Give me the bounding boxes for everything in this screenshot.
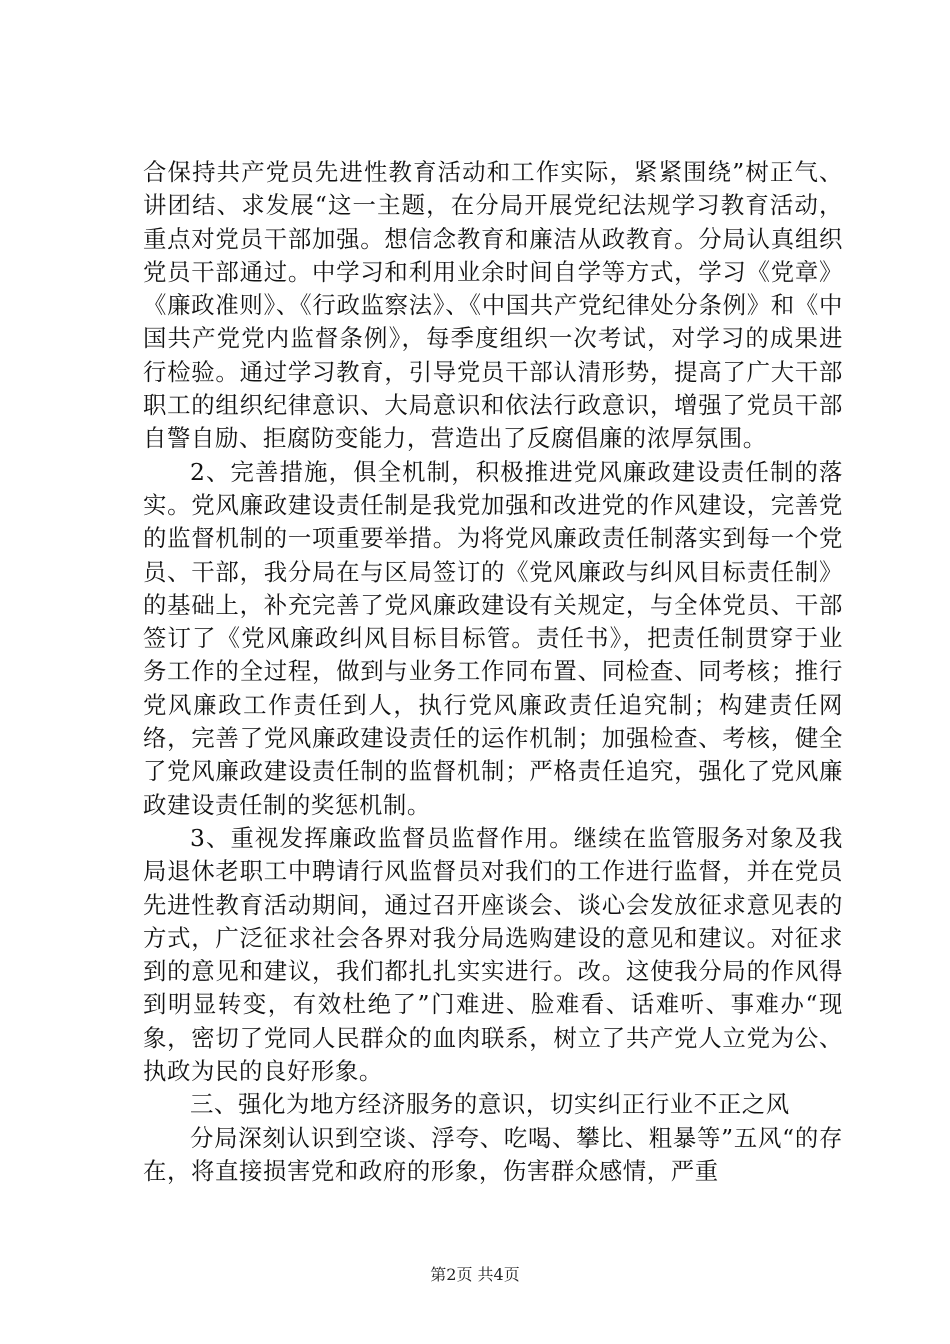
section-heading: 三、强化为地方经济服务的意识，切实纠正行业不正之风 <box>190 1090 790 1119</box>
paragraph-3: 3、重视发挥廉政监督员监督作用。继续在监管服务对象及我局退休老职工中聘请行风监督员对我们的工作进行监督，并在党员先进性教育活动期间，通过召开座谈会、谈心会发放征求意见表的方式，广泛征求社会各界对我分局选购建设的意见和建议。对征求到的意见和建议，我们都扎扎实实进行。改。这使我分局的作风得到明显转变，有效杜绝了”门难进、脸难看、话难听、事难办“现象，密切了党同人民群众的血肉联系，树立了共产党人立党为公、执政为民的良好形象。 <box>143 823 843 1086</box>
paragraph-2: 2、完善措施，俱全机制，积极推进党风廉政建设责任制的落实。党风廉政建设责任制是我党加强和改进党的作风建设，完善党的监督机制的一项重要举措。为将党风廉政责任制落实到每一个党员、干部，我分局在与区局签订的《党风廉政与纠风目标责任制》的基础上，补充完善了党风廉政建设有关规定，与全体党员、干部签订了《党风廉政纠风目标目标管。责任书》，把责任制贯穿于业务工作的全过程，做到与业务工作同布置、同检查、同考核；推行党风廉政工作责任到人，执行党风廉政责任追究制；构建责任网络，完善了党风廉政建设责任的运作机制；加强检查、考核，健全了党风廉政建设责任制的监督机制；严格责任追究，强化了党风廉政建设责任制的奖惩机制。 <box>143 457 843 819</box>
document-body <box>143 156 843 1188</box>
page-footer: 第2页 共4页 <box>430 1265 520 1284</box>
paragraph-5: 分局深刻认识到空谈、浮夸、吃喝、攀比、粗暴等”五风“的存在，将直接损害党和政府的形象，伤害群众感情，严重 <box>143 1123 843 1185</box>
paragraph-1: 合保持共产党员先进性教育活动和工作实际，紧紧围绕”树正气、讲团结、求发展“这一主题，在分局开展党纪法规学习教育活动，重点对党员干部加强。想信念教育和廉洁从政教育。分局认真组织党员干部通过。中学习和利用业余时间自学等方式，学习《党章》《廉政准则》、《行政监察法》、《中国共产党纪律处分条例》和《中国共产党党内监督条例》，每季度组织一次考试，对学习的成果进行检验。通过学习教育，引导党员干部认清形势，提高了广大干部职工的组织纪律意识、大局意识和依法行政意识，增强了党员干部自警自励、拒腐防变能力，营造出了反腐倡廉的浓厚氛围。 <box>143 158 843 453</box>
